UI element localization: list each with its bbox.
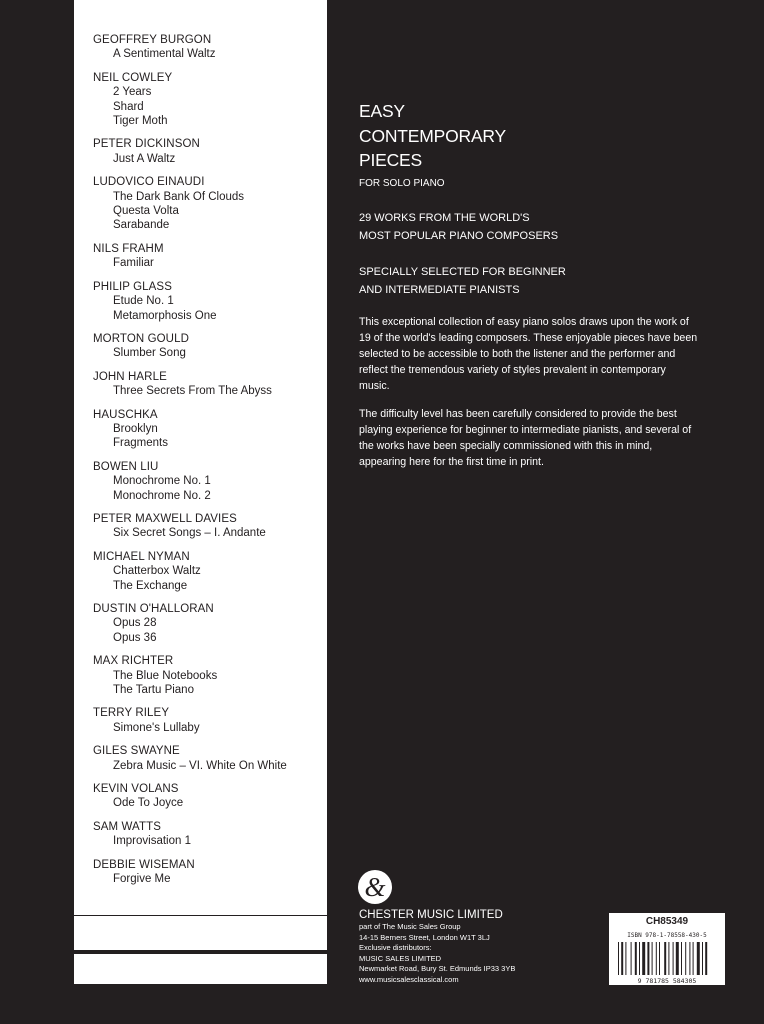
composer-entry bbox=[93, 706, 323, 735]
work-title: Fragments bbox=[113, 437, 168, 450]
composer-list bbox=[93, 33, 323, 896]
composer-entry bbox=[93, 550, 323, 593]
tagline-line: SPECIALLY SELECTED FOR BEGINNER bbox=[359, 266, 566, 278]
work-title: Three Secrets From The Abyss bbox=[113, 385, 272, 398]
composer-entry bbox=[93, 858, 323, 887]
work-title: Tiger Moth bbox=[113, 115, 168, 128]
composer-name: DUSTIN O'HALLORAN bbox=[93, 603, 214, 615]
composer-entry bbox=[93, 370, 323, 399]
title-line: PIECES bbox=[359, 150, 422, 170]
composer-entry bbox=[93, 137, 323, 166]
publisher-line: MUSIC SALES LIMITED bbox=[359, 953, 442, 963]
barcode-bar bbox=[621, 942, 623, 975]
barcode-bar bbox=[681, 942, 682, 975]
composer-name: MICHAEL NYMAN bbox=[93, 550, 190, 563]
composer-entry bbox=[93, 602, 323, 645]
work-title: The Exchange bbox=[113, 579, 188, 592]
composer-entry bbox=[93, 512, 323, 541]
composer-name: MORTON GOULD bbox=[93, 332, 189, 345]
composer-name: LUDOVICO EINAUDI bbox=[93, 176, 205, 189]
work-title: Improvisation 1 bbox=[113, 835, 191, 848]
book-title bbox=[359, 99, 506, 173]
tagline-level bbox=[359, 263, 566, 299]
work-title: A Sentimental Waltz bbox=[113, 48, 216, 61]
barcode-bar bbox=[673, 942, 674, 975]
composer-entry bbox=[93, 175, 323, 233]
work-title: Opus 36 bbox=[113, 631, 157, 644]
work-title: Chatterbox Waltz bbox=[113, 565, 201, 578]
composer-entry bbox=[93, 744, 323, 773]
publisher-name: CHESTER MUSIC LIMITED bbox=[359, 909, 503, 921]
barcode-bar bbox=[642, 942, 645, 975]
description-paragraph: This exceptional collection of easy piano solos draws upon the work of 19 of the world's leading composers. These enjoyable pieces have been selected to be accessible to both the listener and the performer and reflect the tremendous variety of styles prevalent in contemporary music. bbox=[359, 316, 698, 392]
tagline-line: AND INTERMEDIATE PIANISTS bbox=[359, 284, 520, 296]
barcode-bar bbox=[618, 942, 619, 975]
chester-ampersand-logo-icon bbox=[358, 870, 392, 904]
work-title: Monochrome No. 2 bbox=[113, 489, 211, 502]
work-title: Just A Waltz bbox=[113, 152, 176, 165]
work-title: Opus 28 bbox=[113, 617, 157, 630]
composer-name: MAX RICHTER bbox=[93, 655, 174, 668]
publisher-line: part of The Music Sales Group bbox=[359, 922, 461, 931]
work-title: Shard bbox=[113, 100, 144, 113]
work-title: The Blue Notebooks bbox=[113, 669, 218, 682]
tagline-line: MOST POPULAR PIANO COMPOSERS bbox=[359, 230, 559, 242]
composer-entry bbox=[93, 280, 323, 323]
work-title: Brooklyn bbox=[113, 422, 158, 435]
barcode-bar bbox=[697, 942, 700, 975]
tagline-line: 29 WORKS FROM THE WORLD'S bbox=[359, 212, 530, 224]
barcode-bar bbox=[635, 942, 637, 975]
barcode-bar bbox=[705, 942, 707, 975]
work-title: Slumber Song bbox=[113, 347, 186, 360]
publisher-line: Exclusive distributors: bbox=[359, 943, 432, 953]
svg-text:&: & bbox=[364, 872, 386, 902]
work-title: Familiar bbox=[113, 257, 154, 270]
composer-name: SAM WATTS bbox=[93, 820, 161, 833]
panel-band-2 bbox=[74, 954, 327, 984]
title-line: CONTEMPORARY bbox=[359, 125, 507, 146]
composer-name: KEVIN VOLANS bbox=[93, 783, 179, 796]
publisher-line: www.musicsalesclassical.com bbox=[359, 974, 459, 984]
barcode-bar bbox=[689, 942, 690, 975]
barcode-bar bbox=[685, 942, 686, 975]
composer-entry bbox=[93, 654, 323, 697]
barcode-graphic bbox=[614, 942, 720, 984]
publisher-line: 14-15 Berners Street, London W1T 3LJ bbox=[359, 932, 490, 942]
panel-band-1 bbox=[74, 916, 327, 950]
work-title: 2 Years bbox=[113, 86, 152, 99]
composer-name: GILES SWAYNE bbox=[93, 745, 180, 758]
composer-entry bbox=[93, 460, 323, 503]
barcode-bar bbox=[668, 942, 669, 975]
publisher-line: Newmarket Road, Bury St. Edmunds IP33 3YB bbox=[359, 964, 516, 974]
book-subtitle: FOR SOLO PIANO bbox=[359, 178, 445, 189]
work-title: Six Secret Songs – I. Andante bbox=[113, 527, 266, 540]
barcode-bar bbox=[664, 942, 666, 975]
barcode-box bbox=[609, 913, 725, 985]
barcode-bar bbox=[647, 942, 649, 975]
work-title: Monochrome No. 1 bbox=[113, 475, 211, 488]
composer-entry bbox=[93, 332, 323, 361]
work-title: Simone's Lullaby bbox=[113, 721, 200, 734]
difficulty-paragraph: The difficulty level has been carefully considered to provide the best playing experience for beginner to intermediate pianists, and several of the works have been specially commissioned with this in mind, appearing here for the first time in print. bbox=[359, 408, 692, 468]
barcode-bar bbox=[652, 942, 653, 975]
barcode-bar bbox=[702, 942, 703, 975]
barcode-bar bbox=[639, 942, 640, 975]
work-title: The Dark Bank Of Clouds bbox=[113, 190, 245, 203]
composer-entry bbox=[93, 33, 323, 62]
composer-name: JOHN HARLE bbox=[93, 370, 167, 383]
isbn-text: ISBN 978-1-78558-430-5 bbox=[627, 932, 707, 939]
composer-name: HAUSCHKA bbox=[93, 408, 158, 421]
composer-name: PETER DICKINSON bbox=[93, 138, 200, 151]
composer-entry bbox=[93, 242, 323, 271]
composer-name: NEIL COWLEY bbox=[93, 71, 173, 84]
composer-name: TERRY RILEY bbox=[93, 707, 170, 720]
composer-entry bbox=[93, 820, 323, 849]
work-title: Questa Volta bbox=[113, 205, 179, 218]
composer-name: NILS FRAHM bbox=[93, 242, 164, 255]
barcode-bar bbox=[656, 942, 657, 975]
composer-name: PETER MAXWELL DAVIES bbox=[93, 512, 237, 525]
barcode-bar bbox=[659, 942, 660, 975]
barcode-bar bbox=[693, 942, 694, 975]
publisher-block bbox=[359, 908, 515, 986]
composer-entry bbox=[93, 782, 323, 811]
work-title: Zebra Music – VI. White On White bbox=[113, 759, 287, 772]
tagline-works bbox=[359, 209, 558, 245]
work-title: The Tartu Piano bbox=[113, 684, 194, 697]
composer-name: DEBBIE WISEMAN bbox=[93, 858, 195, 871]
barcode-digits: 9 781785 584305 bbox=[637, 977, 697, 984]
composer-name: GEOFFREY BURGON bbox=[93, 34, 212, 46]
catalogue-number: CH85349 bbox=[645, 916, 689, 927]
composer-entry bbox=[93, 71, 323, 129]
work-title: Forgive Me bbox=[113, 873, 171, 886]
work-title: Ode To Joyce bbox=[113, 797, 184, 810]
title-line: EASY bbox=[359, 101, 405, 121]
barcode-bar bbox=[631, 942, 632, 975]
work-title: Sarabande bbox=[113, 219, 170, 232]
barcode-bar bbox=[676, 942, 679, 975]
barcode-bar bbox=[625, 942, 626, 975]
work-title: Metamorphosis One bbox=[113, 309, 217, 322]
composer-name: PHILIP GLASS bbox=[93, 280, 172, 293]
composer-name: BOWEN LIU bbox=[93, 460, 159, 473]
work-title: Etude No. 1 bbox=[113, 295, 174, 308]
composer-entry bbox=[93, 408, 323, 451]
